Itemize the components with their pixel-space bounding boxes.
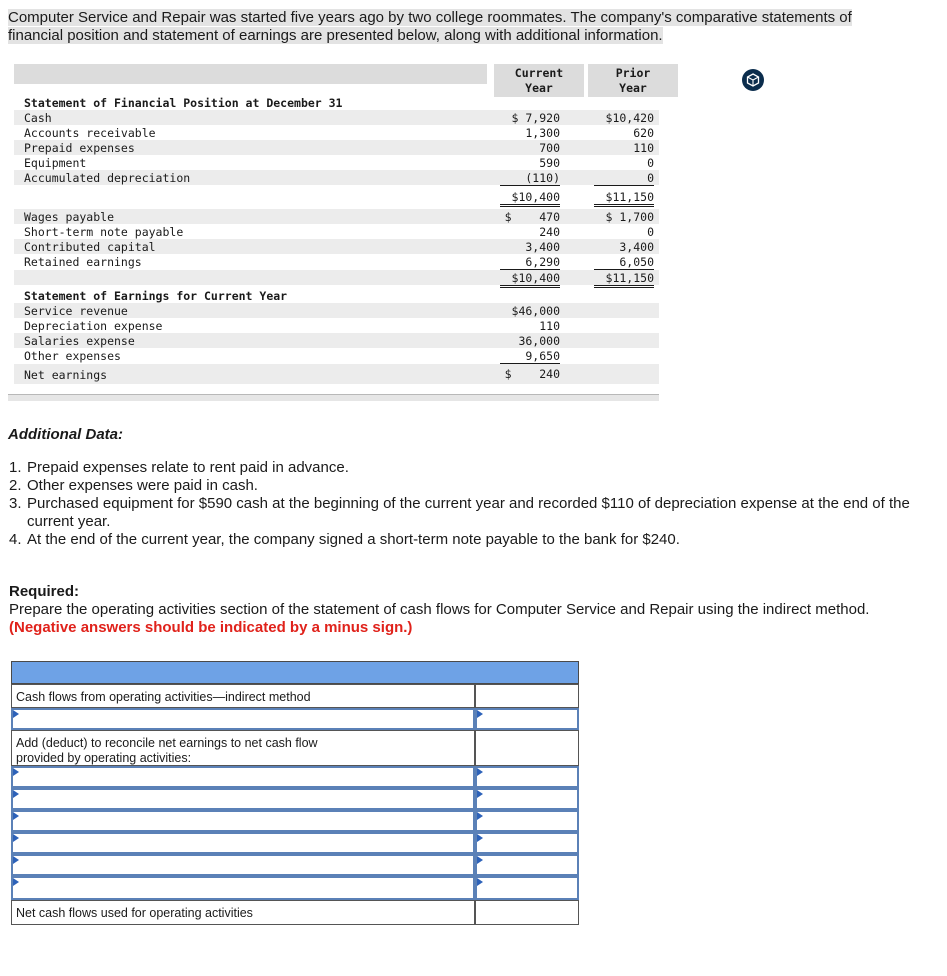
table-row: Short-term note payable 240 0 (24, 225, 654, 239)
list-item: 4. At the end of the current year, the company signed a short-term note payable to the bank for $240. (9, 531, 680, 548)
worksheet-label-net-cash: Net cash flows used for operating activities (11, 900, 475, 925)
table-row: Equipment 590 0 (24, 156, 654, 170)
intro-paragraph: Computer Service and Repair was started five years ago by two college roommates. The company's comparative statements of financial position and statement of earnings are presented below, along with additional information. (8, 9, 852, 44)
dropdown-marker-icon (13, 834, 19, 842)
soe-title: Statement of Earnings for Current Year (24, 289, 288, 303)
list-item: 2. Other expenses were paid in cash. (9, 477, 258, 494)
table-row: Prepaid expenses 700 110 (14, 140, 659, 155)
adjustment-label-input-2[interactable] (11, 788, 475, 810)
additional-data-list (9, 459, 944, 549)
table-bottom-bar (8, 394, 659, 401)
table-row: Cash $ 7,920 $10,420 (14, 110, 659, 125)
worksheet-header-bar (11, 661, 579, 684)
dropdown-marker-icon (13, 856, 19, 864)
table-row: Wages payable $ 470 $ 1,700 (14, 209, 659, 224)
list-item: 1. Prepaid expenses relate to rent paid in advance. (9, 459, 349, 476)
table-row: Salaries expense 36,000 (14, 333, 659, 348)
worksheet-blank-cell (475, 730, 579, 766)
adjustment-amount-input-5[interactable] (475, 854, 579, 876)
table-row: Retained earnings 6,290 6,050 (24, 255, 654, 269)
dropdown-marker-icon (13, 710, 19, 718)
adjustment-label-input-5[interactable] (11, 854, 475, 876)
dropdown-marker-icon (477, 768, 483, 776)
table-row: Contributed capital 3,400 3,400 (14, 239, 659, 254)
adjustment-amount-input-1[interactable] (475, 766, 579, 788)
required-note: (Negative answers should be indicated by a minus sign.) (9, 619, 413, 636)
table-row: Accumulated depreciation (110) 0 (14, 170, 659, 185)
adjustment-amount-input-3[interactable] (475, 810, 579, 832)
col-header-prior: Prior Year (588, 64, 678, 97)
cube-badge-icon[interactable] (742, 69, 764, 91)
table-row: Accounts receivable 1,300 620 (24, 126, 654, 140)
table-row: Depreciation expense 110 (24, 319, 560, 333)
table-row: Other expenses 9,650 (24, 349, 560, 363)
table-header-bar (14, 64, 487, 84)
sfp-title-row (14, 95, 659, 110)
adjustment-label-input-6[interactable] (11, 876, 475, 900)
dropdown-marker-icon (477, 834, 483, 842)
soe-title-row (14, 288, 659, 303)
amount-input-1[interactable] (475, 708, 579, 730)
adjustment-amount-input-6[interactable] (475, 876, 579, 900)
adjustment-label-input-4[interactable] (11, 832, 475, 854)
dropdown-marker-icon (477, 856, 483, 864)
required-title: Required: (9, 583, 80, 600)
required-text: Prepare the operating activities section of the statement of cash flows for Computer Service and Repair using the indirect method. (9, 601, 870, 618)
adjustment-amount-input-4[interactable] (475, 832, 579, 854)
adjustment-label-input-3[interactable] (11, 810, 475, 832)
adjustment-amount-input-2[interactable] (475, 788, 579, 810)
financial-statements-table (8, 52, 659, 402)
net-cash-total-cell (475, 900, 579, 925)
dropdown-marker-icon (477, 710, 483, 718)
dropdown-marker-icon (13, 812, 19, 820)
dropdown-marker-icon (477, 878, 483, 886)
total-assets-row: $10,400 $11,150 (14, 189, 659, 204)
table-row: Service revenue $46,000 (14, 303, 659, 318)
dropdown-marker-icon (477, 790, 483, 798)
dropdown-marker-icon (13, 768, 19, 776)
total-liabilities-row: $10,400 $11,150 (14, 270, 659, 285)
dropdown-marker-icon (13, 878, 19, 886)
worksheet-label-adjustments: Add (deduct) to reconcile net earnings to net cash flow provided by operating activities: (11, 730, 475, 766)
col-header-current: Current Year (494, 64, 584, 97)
dropdown-marker-icon (477, 812, 483, 820)
adjustment-label-input-1[interactable] (11, 766, 475, 788)
sfp-title: Statement of Financial Position at December 31 (24, 96, 343, 110)
line-item-label-input-1[interactable] (11, 708, 475, 730)
dropdown-marker-icon (13, 790, 19, 798)
worksheet-label-operating: Cash flows from operating activities—indirect method (11, 684, 475, 708)
additional-data-title: Additional Data: (8, 426, 123, 443)
net-earnings-row: Net earnings $ 240 (14, 364, 659, 384)
required-section (9, 583, 939, 637)
worksheet-blank-cell (475, 684, 579, 708)
list-item: 3. Purchased equipment for $590 cash at the beginning of the current year and recorded $110 of depreciation expense at the end of the current year. (9, 495, 910, 530)
